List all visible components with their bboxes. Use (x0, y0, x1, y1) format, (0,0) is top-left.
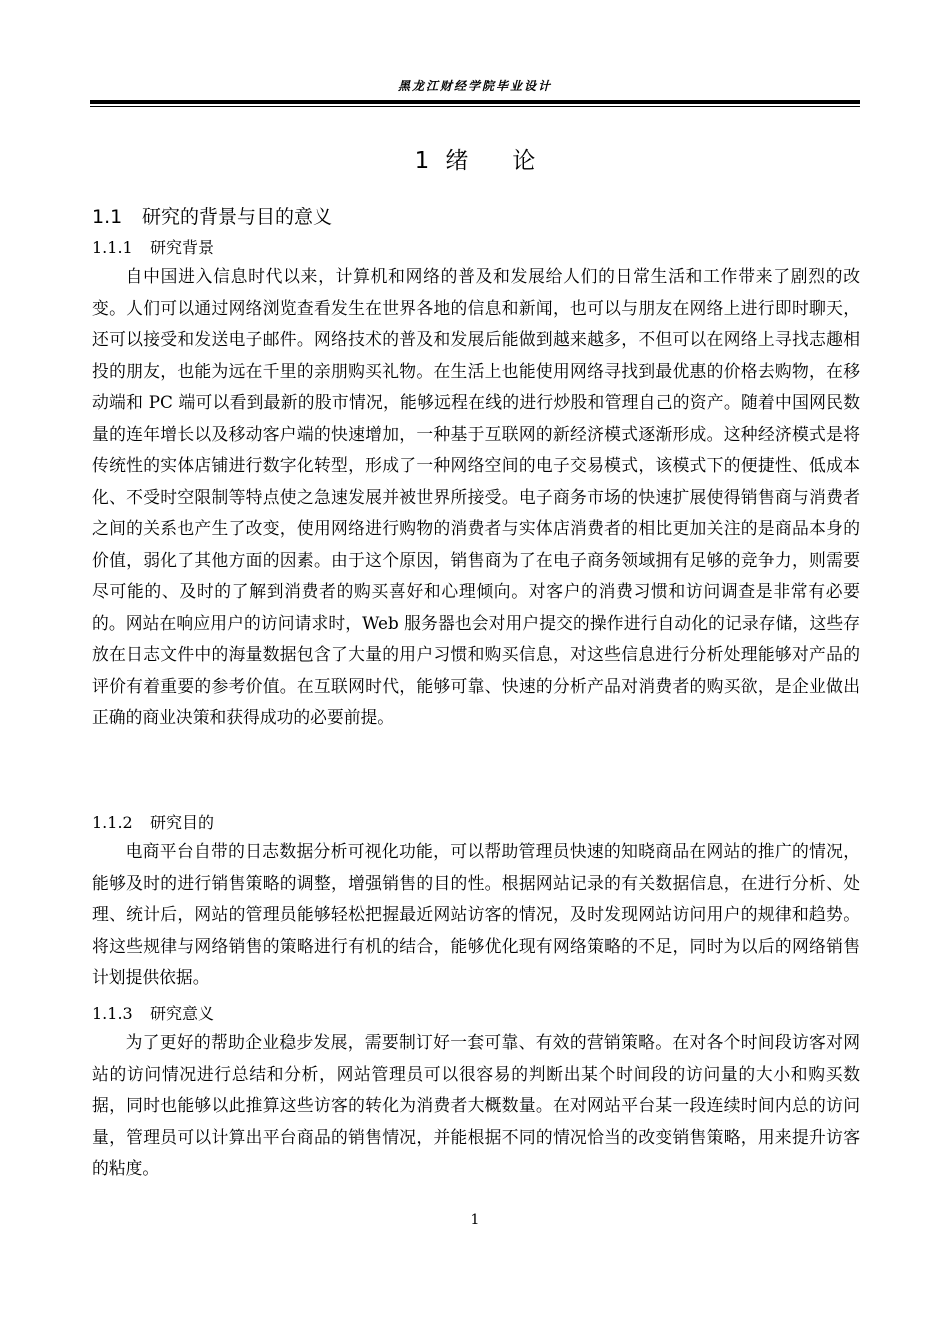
chapter-title-part1: 绪 (445, 148, 469, 174)
subsection-title: 研究背景 (150, 238, 215, 257)
header-rule-thin (90, 106, 860, 107)
subsection-title: 研究意义 (150, 1004, 215, 1023)
subsection-heading-background (92, 235, 214, 258)
chapter-title-part2: 论 (512, 148, 536, 174)
subsection-number: 1.1.2 (92, 813, 133, 832)
page-number: 1 (470, 1212, 480, 1228)
subsection-number: 1.1.3 (92, 1004, 133, 1023)
chapter-title (0, 142, 950, 175)
section-number: 1.1 (92, 206, 123, 228)
subsection-number: 1.1.1 (92, 238, 133, 257)
subsection-heading-significance (92, 1001, 214, 1024)
section-heading (92, 202, 332, 229)
paragraph-purpose: 电商平台自带的日志数据分析可视化功能，可以帮助管理员快速的知晓商品在网站的推广的情况，能够及时的进行销售策略的调整，增强销售的目的性。根据网站记录的有关数据信息，在进行分析、处理、统计后，网站的管理员能够轻松把握最近网站访客的情况，及时发现网站访问用户的规律和趋势。将这些规律与网络销售的策略进行有机的结合，能够优化现有网络策略的不足，同时为以后的网络销售计划提供依据。 (92, 841, 860, 987)
section-title: 研究的背景与目的意义 (142, 206, 333, 228)
running-header-title: 黑龙江财经学院毕业设计 (397, 79, 552, 93)
subsection-heading-purpose (92, 810, 214, 833)
paragraph-significance: 为了更好的帮助企业稳步发展，需要制订好一套可靠、有效的营销策略。在对各个时间段访客对网站的访问情况进行总结和分析，网站管理员可以很容易的判断出某个时间段的访问量的大小和购买数据，同时也能够以此推算这些访客的转化为消费者大概数量。在对网站平台某一段连续时间内总的访问量，管理员可以计算出平台商品的销售情况，并能根据不同的情况恰当的改变销售策略，用来提升访客的粘度。 (92, 1032, 860, 1178)
subsection-title: 研究目的 (150, 813, 215, 832)
chapter-number: 1 (414, 148, 430, 174)
paragraph-background: 自中国进入信息时代以来，计算机和网络的普及和发展给人们的日常生活和工作带来了剧烈的改变。人们可以通过网络浏览查看发生在世界各地的信息和新闻，也可以与朋友在网络上进行即时聊天，还可以接受和发送电子邮件。网络技术的普及和发展后能做到越来越多，不但可以在网络上寻找志趣相投的朋友，也能为远在千里的亲朋购买礼物。在生活上也能使用网络寻找到最优惠的价格去购物，在移动端和 PC 端可以看到最新的股市情况，能够远程在线的进行炒股和管理自己的资产。随着中国网民数量的连年增长以及移动客户端的快速增加，一种基于互联网的新经济模式逐渐形成。这种经济模式是将传统性的实体店铺进行数字化转型，形成了一种网络空间的电子交易模式，该模式下的便捷性、低成本化、不受时空限制等特点使之急速发展并被世界所接受。电子商务市场的快速扩展使得销售商与消费者之间的关系也产生了改变，使用网络进行购物的消费者与实体店消费者的相比更加关注的是商品本身的价值，弱化了其他方面的因素。由于这个原因，销售商为了在电子商务领域拥有足够的竞争力，则需要尽可能的、及时的了解到消费者的购买喜好和心理倾向。对客户的消费习惯和访问调查是非常有必要的。网站在响应用户的访问请求时，Web 服务器也会对用户提交的操作进行自动化的记录存储，这些存放在日志文件中的海量数据包含了大量的用户习惯和购买信息，对这些信息进行分析处理能够对产品的评价有着重要的参考价值。在互联网时代，能够可靠、快速的分析产品对消费者的购买欲，是企业做出正确的商业决策和获得成功的必要前提。 (92, 266, 860, 727)
header-rule-thick (90, 100, 860, 104)
